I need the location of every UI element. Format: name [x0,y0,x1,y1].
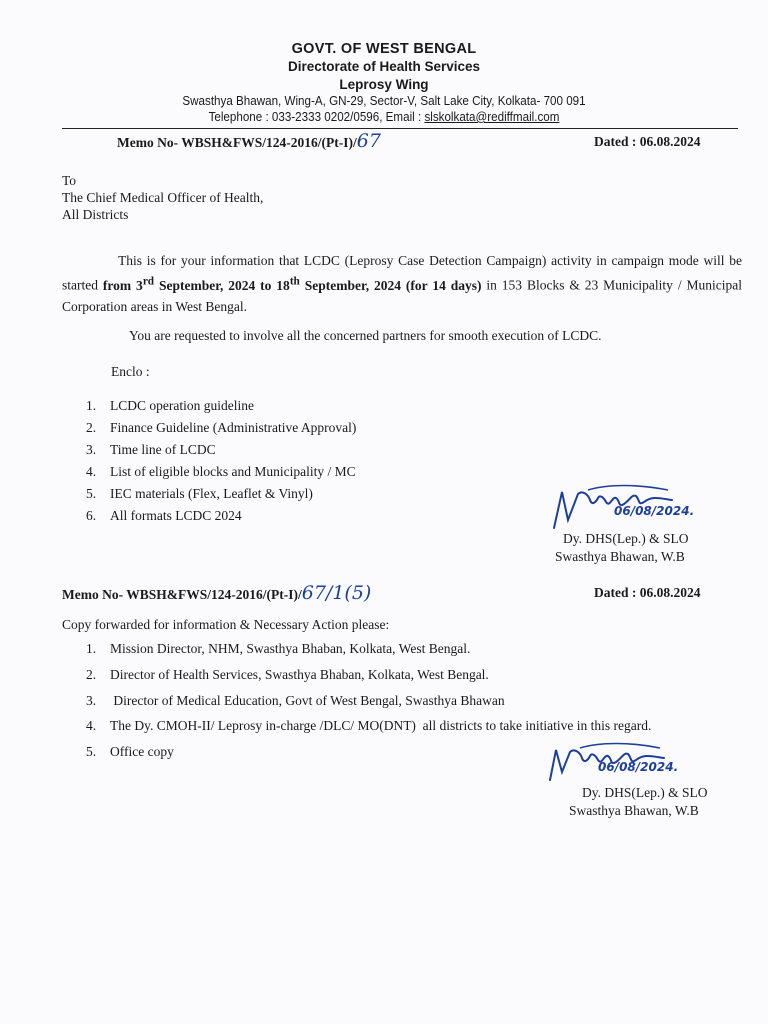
recipient-item: 2. Director of Health Services, Swasthya Bhaban, Kolkata, West Bengal. [86,667,489,682]
directorate-title: Directorate of Health Services [287,59,481,74]
recipient-item: 5. Office copy [86,744,174,759]
email-link[interactable]: slskolkata@rediffmail.com [424,110,560,124]
enclosure-item: 1. LCDC operation guideline [86,398,254,413]
contact-line [27,110,741,124]
memo-number [117,130,381,152]
memo-number-text: Memo No- WBSH&FWS/124-2016/(Pt-I)/ [117,135,357,150]
signature-date-2: 06/08/2024. [598,760,679,774]
wing-title: Leprosy Wing [339,77,429,92]
memo-number-2 [62,582,371,604]
office-2: Swasthya Bhawan, W.B [569,803,699,818]
designation-1: Dy. DHS(Lep.) & SLO [563,531,689,546]
enclosure-item: 5. IEC materials (Flex, Leaflet & Vinyl) [86,486,313,501]
header-divider [62,128,738,129]
body-paragraph [62,250,742,317]
signature-date-1: 06/08/2024. [614,504,695,518]
designation-2: Dy. DHS(Lep.) & SLO [582,785,708,800]
address-line: Swasthya Bhawan, Wing-A, GN-29, Sector-V, Salt Lake City, Kolkata- 700 091 [182,94,586,108]
office-1: Swasthya Bhawan, W.B [555,549,685,564]
enclosure-item: 2. Finance Guideline (Administrative Approval) [86,420,357,435]
enclosure-item: 4. List of eligible blocks and Municipality / MC [86,464,356,479]
handwritten-memo-no: 67 [356,130,381,152]
addressee-line1: The Chief Medical Officer of Health, [62,190,264,205]
memo-date-2: Dated : 06.08.2024 [594,585,701,600]
govt-title: GOVT. OF WEST BENGAL [291,41,477,57]
to-label: To [62,173,77,188]
enclosure-label: Enclo : [111,364,150,379]
handwritten-memo-no-2: 67/1(5) [301,582,372,604]
recipient-item: 4. The Dy. CMOH-II/ Leprosy in-charge /DLC/ MO(DNT) all districts to take initiative in this regard. [86,718,652,733]
recipient-item: 1. Mission Director, NHM, Swasthya Bhaban, Kolkata, West Bengal. [86,641,471,656]
recipient-item: 3. Director of Medical Education, Govt of West Bengal, Swasthya Bhawan [86,693,505,708]
memo-number-2-text: Memo No- WBSH&FWS/124-2016/(Pt-I)/ [62,587,302,602]
p1-intro: This is for your information that LCDC (Leprosy Case Detection Campaign) activity in campaign mode will be started [62,253,742,293]
memo-date: Dated : 06.08.2024 [594,134,701,149]
enclosure-item: 3. Time line of LCDC [86,442,216,457]
enclosure-item: 6. All formats LCDC 2024 [86,508,242,523]
campaign-dates: from 3rd September, 2024 to 18th September, 2024 (for 14 days) [102,275,482,293]
p1-areas: in 153 Blocks & 23 Municipality / Municipal Corporation areas in West Bengal. [62,277,742,314]
addressee-line2: All Districts [62,207,129,222]
telephone-label: Telephone : 033-2333 0202/0596, Email : [208,110,425,124]
copy-forward-intro: Copy forwarded for information & Necessary Action please: [62,617,390,632]
request-paragraph: You are requested to involve all the concerned partners for smooth execution of LCDC. [129,328,602,343]
